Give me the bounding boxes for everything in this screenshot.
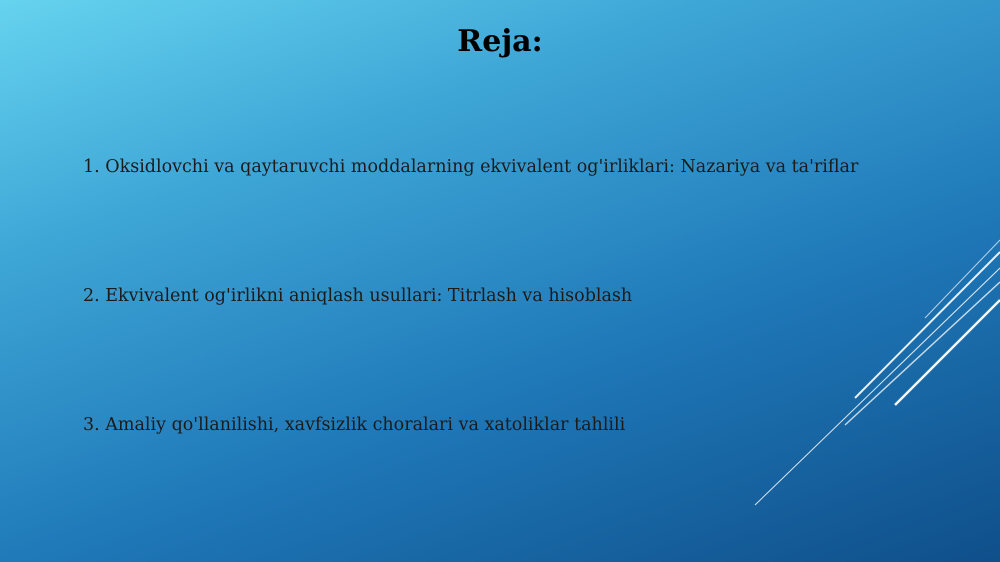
decorative-line <box>925 240 1000 318</box>
decorative-line <box>755 268 1000 505</box>
slide-title: Reja: <box>457 24 543 59</box>
decorative-line <box>895 300 1000 405</box>
plan-item: 3. Amaliy qo'llanilishi, xavfsizlik choralari va xatoliklar tahlili <box>83 415 626 435</box>
plan-item: 1. Oksidlovchi va qaytaruvchi moddalarning ekvivalent og'irliklari: Nazariya va ta'riflar <box>83 157 859 177</box>
plan-item: 2. Ekvivalent og'irlikni aniqlash usullari: Titrlash va hisoblash <box>83 286 633 306</box>
decorative-line <box>845 282 1000 425</box>
decorative-line <box>855 252 1000 398</box>
